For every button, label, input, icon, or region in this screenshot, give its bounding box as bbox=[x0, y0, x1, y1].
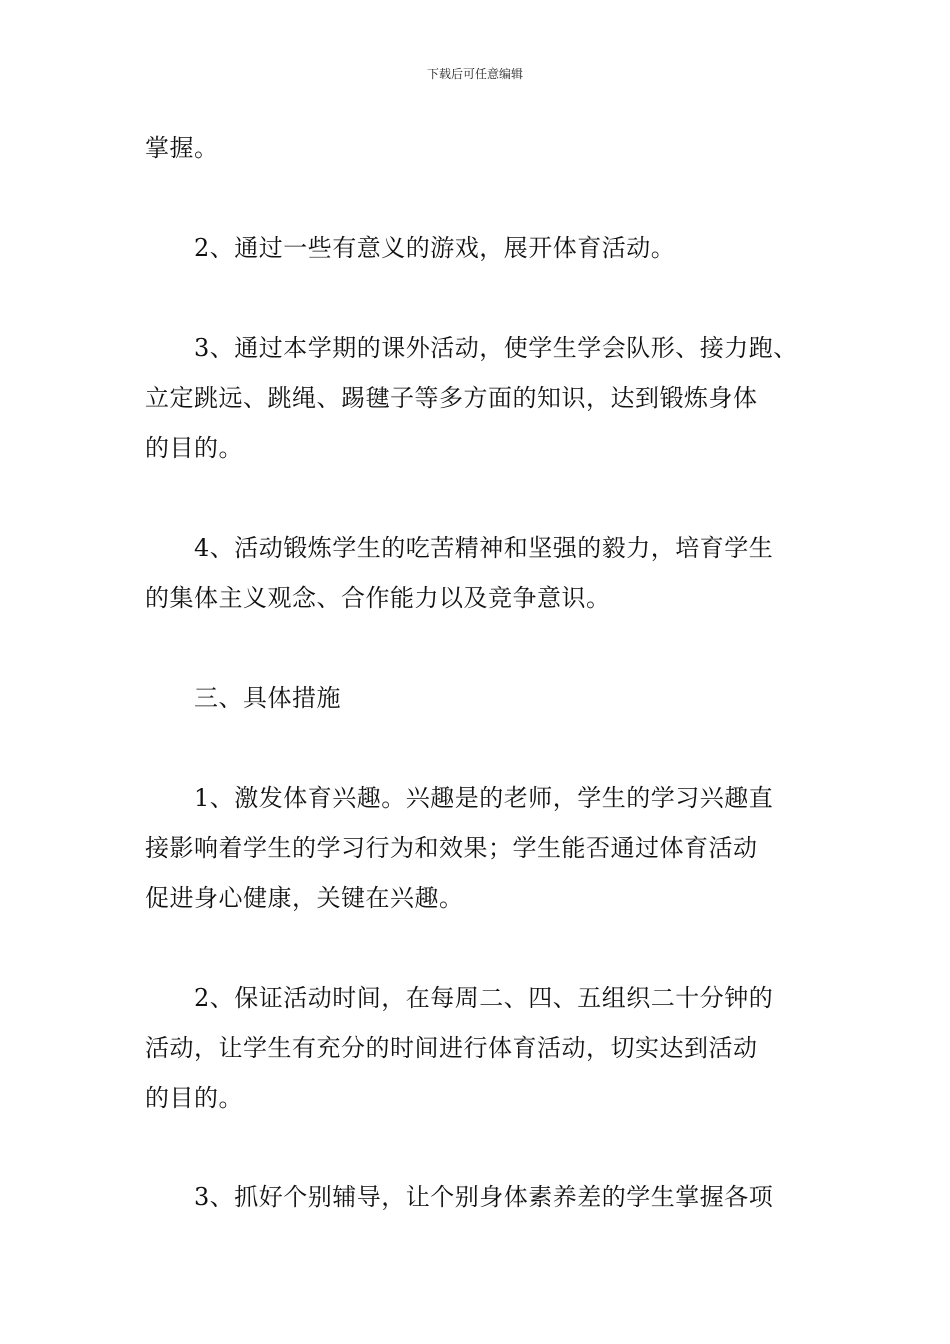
text-line: 的目的。 bbox=[145, 434, 243, 462]
text-line: 掌握。 bbox=[145, 134, 219, 162]
section-heading-text: 三、具体措施 bbox=[194, 684, 341, 712]
paragraph-continuation bbox=[145, 123, 817, 173]
text-line: 2、保证活动时间，在每周二、四、五组织二十分钟的 bbox=[194, 984, 774, 1012]
measure-item-1 bbox=[145, 773, 817, 923]
page-header-note: 下载后可任意编辑 bbox=[426, 67, 523, 81]
paragraph-item-2 bbox=[145, 223, 817, 273]
measure-item-3 bbox=[145, 1172, 817, 1222]
text-line: 活动，让学生有充分的时间进行体育活动，切实达到活动 bbox=[145, 1034, 758, 1062]
text-line: 2、通过一些有意义的游戏，展开体育活动。 bbox=[194, 234, 676, 262]
section-heading bbox=[145, 673, 817, 723]
text-line: 4、活动锻炼学生的吃苦精神和坚强的毅力，培育学生 bbox=[194, 534, 774, 562]
text-line: 3、通过本学期的课外活动，使学生学会队形、接力跑、 bbox=[194, 334, 798, 362]
text-line: 立定跳远、跳绳、踢毽子等多方面的知识，达到锻炼身体 bbox=[145, 384, 758, 412]
text-line: 促进身心健康，关键在兴趣。 bbox=[145, 884, 464, 912]
text-line: 的目的。 bbox=[145, 1084, 243, 1112]
text-line: 3、抓好个别辅导，让个别身体素养差的学生掌握各项 bbox=[194, 1183, 774, 1211]
text-line: 1、激发体育兴趣。兴趣是的老师，学生的学习兴趣直 bbox=[194, 784, 774, 812]
text-line: 接影响着学生的学习行为和效果；学生能否通过体育活动 bbox=[145, 834, 758, 862]
paragraph-item-4 bbox=[145, 523, 817, 623]
measure-item-2 bbox=[145, 973, 817, 1123]
text-line: 的集体主义观念、合作能力以及竞争意识。 bbox=[145, 584, 611, 612]
paragraph-item-3 bbox=[145, 323, 817, 473]
